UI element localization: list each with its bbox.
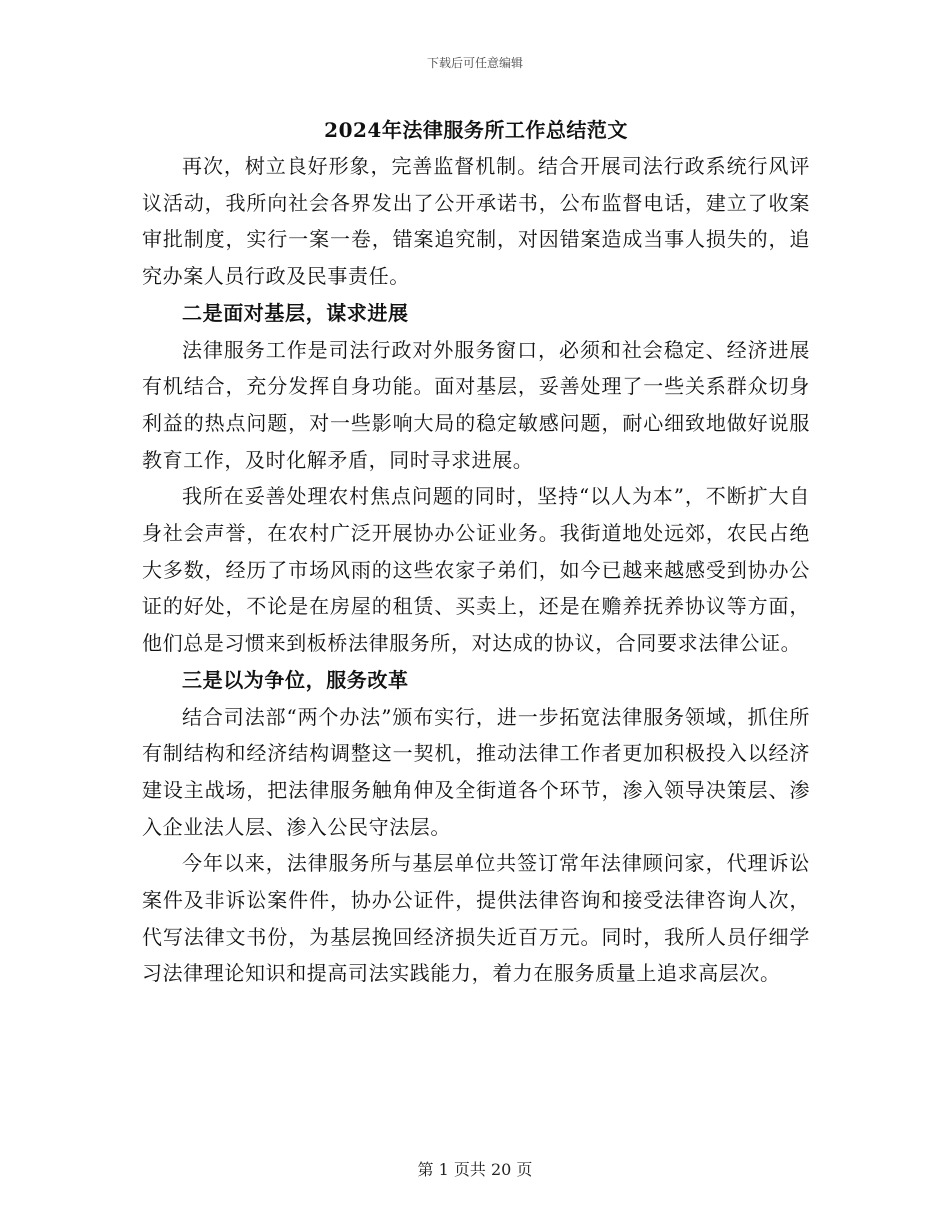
section-heading-3: 三是以为争位，服务改革 (182, 667, 409, 692)
paragraph-4: 结合司法部“两个办法”颁布实行，进一步拓宽法律服务领域，抓住所有制结构和经济结构调整这一契机，推动法律工作者更加积极投入以经济建设主战场，把法律服务触角伸及全街道各个环节，渗入领导决策层、渗入企业法人层、渗入公民守法层。 (142, 704, 810, 839)
paragraph-1: 再次，树立良好形象，完善监督机制。结合开展司法行政系统行风评议活动，我所向社会各界发出了公开承诺书，公布监督电话，建立了收案审批制度，实行一案一卷，错案追究制，对因错案造成当事人损失的，追究办案人员行政及民事责任。 (142, 154, 810, 289)
document-title: 2024年法律服务所工作总结范文 (324, 118, 628, 142)
paragraph-2: 法律服务工作是司法行政对外服务窗口，必须和社会稳定、经济进展有机结合，充分发挥自身功能。面对基层，妥善处理了一些关系群众切身利益的热点问题，对一些影响大局的稳定敏感问题，耐心细致地做好说服教育工作，及时化解矛盾，同时寻求进展。 (142, 337, 810, 472)
document-body (142, 112, 810, 992)
page-header-note: 下载后可任意编辑 (426, 56, 523, 70)
page-number: 第 1 页共 20 页 (417, 1160, 533, 1179)
paragraph-5: 今年以来，法律服务所与基层单位共签订常年法律顾问家，代理诉讼案件及非诉讼案件件，协办公证件，提供法律咨询和接受法律咨询人次，代写法律文书份，为基层挽回经济损失近百万元。同时，我所人员仔细学习法律理论知识和提高司法实践能力，着力在服务质量上追求高层次。 (142, 851, 810, 986)
section-heading-2: 二是面对基层，谋求进展 (182, 300, 409, 325)
paragraph-3: 我所在妥善处理农村焦点问题的同时，坚持“以人为本”，不断扩大自身社会声誉，在农村广泛开展协办公证业务。我街道地处远郊，农民占绝大多数，经历了市场风雨的这些农家子弟们，如今已越来越感受到协办公证的好处，不论是在房屋的租赁、买卖上，还是在赡养抚养协议等方面，他们总是习惯来到板桥法律服务所，对达成的协议，合同要求法律公证。 (142, 484, 810, 656)
